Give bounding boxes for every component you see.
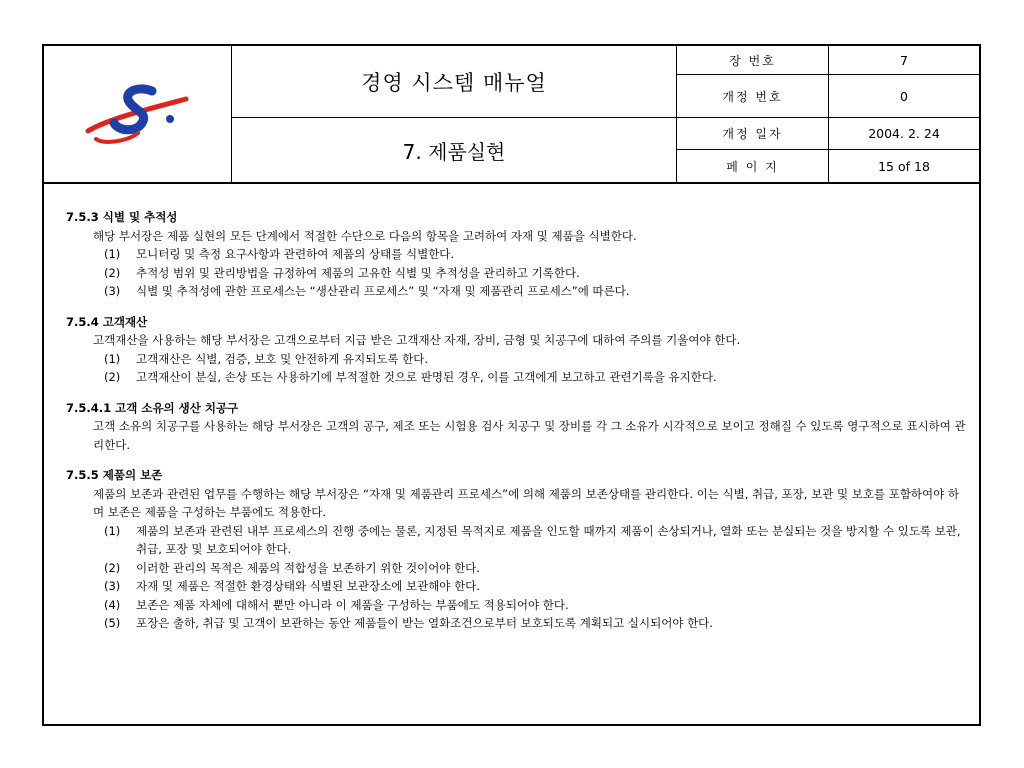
revision-number-value: 0: [829, 75, 979, 118]
list-item-text: 모니터링 및 측정 요구사항과 관련하여 제품의 상태를 식별한다.: [136, 247, 455, 261]
document-body: [66, 208, 966, 645]
list-item-text: 보존은 제품 자체에 대해서 뿐만 아니라 이 제품을 구성하는 부품에도 적용되어야 한다.: [136, 597, 569, 612]
list-item-number: (5): [104, 616, 121, 630]
list-item-number: (2): [104, 265, 121, 280]
section: [66, 313, 966, 387]
section-paragraph: 고객재산을 사용하는 해당 부서장은 고객으로부터 지급 받은 고객재산 자재, 장비, 금형 및 치공구에 대하여 주의를 기울여야 한다.: [93, 333, 741, 347]
list-item-number: (1): [104, 523, 121, 538]
list-item-text: 제품의 보존과 관련된 내부 프로세스의 진행 중에는 물론, 지정된 목적지로 제품을 인도할 때까지 제품이 손상되거나, 열화 또는 분실되는 것을 방지할 수 있도록 보관, 취급, 포장 및 보호되어야 한다.: [136, 523, 961, 556]
revision-date-value: 2004. 2. 24: [829, 118, 979, 150]
chapter-title: 7. 제품실현: [232, 118, 677, 182]
list-item-number: (4): [104, 597, 121, 612]
section: [66, 399, 966, 455]
list-item: [66, 282, 966, 301]
chapter-number-label: 장 번호: [677, 46, 829, 75]
page-label: 페 이 지: [677, 150, 829, 182]
section-paragraph: 고객 소유의 치공구를 사용하는 해당 부서장은 고객의 공구, 제조 또는 시험용 검사 치공구 및 장비를 각 그 소유가 시각적으로 보이고 정해질 수 있도록 영구적으로 표시하여 관리한다.: [93, 419, 966, 452]
section-title: 7.5.5 제품의 보존: [66, 468, 163, 482]
section-title: 7.5.4 고객재산: [66, 314, 148, 329]
company-logo-icon: [78, 79, 198, 149]
list-item-number: (1): [104, 351, 121, 366]
list-item-number: (2): [104, 560, 121, 575]
list-item-text: 자재 및 제품은 적절한 환경상태와 식별된 보관장소에 보관해야 한다.: [136, 579, 480, 593]
section: [66, 466, 966, 633]
list-item: [66, 577, 966, 596]
document-frame: [42, 44, 981, 726]
revision-number-label: 개정 번호: [677, 75, 829, 118]
list-item-number: (2): [104, 370, 121, 384]
list-item-text: 고객재산이 분실, 손상 또는 사용하기에 부적절한 것으로 판명된 경우, 이를 고객에게 보고하고 관련기록을 유지한다.: [136, 370, 717, 384]
list-item: [66, 614, 966, 633]
list-item: [66, 522, 966, 559]
section-title: 7.5.3 식별 및 추적성: [66, 210, 178, 224]
company-logo: [44, 46, 232, 182]
manual-title: 경영 시스템 매뉴얼: [232, 46, 677, 118]
list-item-text: 이러한 관리의 목적은 제품의 적합성을 보존하기 위한 것이어야 한다.: [136, 560, 480, 575]
list-item-number: (3): [104, 284, 121, 298]
section-title: 7.5.4.1 고객 소유의 생산 치공구: [66, 400, 239, 415]
list-item-number: (3): [104, 579, 121, 593]
list-item-text: 추적성 범위 및 관리방법을 규정하여 제품의 고유한 식별 및 추적성을 관리하고 기록한다.: [136, 265, 580, 280]
list-item: [66, 596, 966, 615]
list-item: [66, 245, 966, 264]
list-item-text: 고객재산은 식별, 검증, 보호 및 안전하게 유지되도록 한다.: [136, 351, 429, 366]
section-paragraph: 해당 부서장은 제품 실현의 모든 단계에서 적절한 수단으로 다음의 항목을 고려하여 자재 및 제품을 식별한다.: [93, 228, 637, 243]
list-item: [66, 264, 966, 283]
section: [66, 208, 966, 301]
page-value: 15 of 18: [878, 158, 930, 174]
list-item: [66, 368, 966, 387]
list-item-text: 식별 및 추적성에 관한 프로세스는 “생산관리 프로세스” 및 “자재 및 제품관리 프로세스”에 따른다.: [136, 284, 630, 298]
revision-date-label: 개정 일자: [677, 118, 829, 150]
list-item: [66, 559, 966, 578]
list-item-text: 포장은 출하, 취급 및 고객이 보관하는 동안 제품들이 받는 열화조건으로부터 보호되도록 계획되고 실시되어야 한다.: [136, 616, 713, 630]
list-item: [66, 350, 966, 369]
section-paragraph: 제품의 보존과 관련된 업무를 수행하는 해당 부서장은 “자재 및 제품관리 프로세스”에 의해 제품의 보존상태를 관리한다. 이는 식별, 취급, 포장, 보관 및 보호를 포함하여야 하며 보존은 제품을 구성하는 부품에도 적용한다.: [93, 486, 960, 519]
list-item-number: (1): [104, 247, 121, 261]
document-header: [44, 46, 979, 184]
chapter-number-value: 7: [829, 46, 979, 75]
